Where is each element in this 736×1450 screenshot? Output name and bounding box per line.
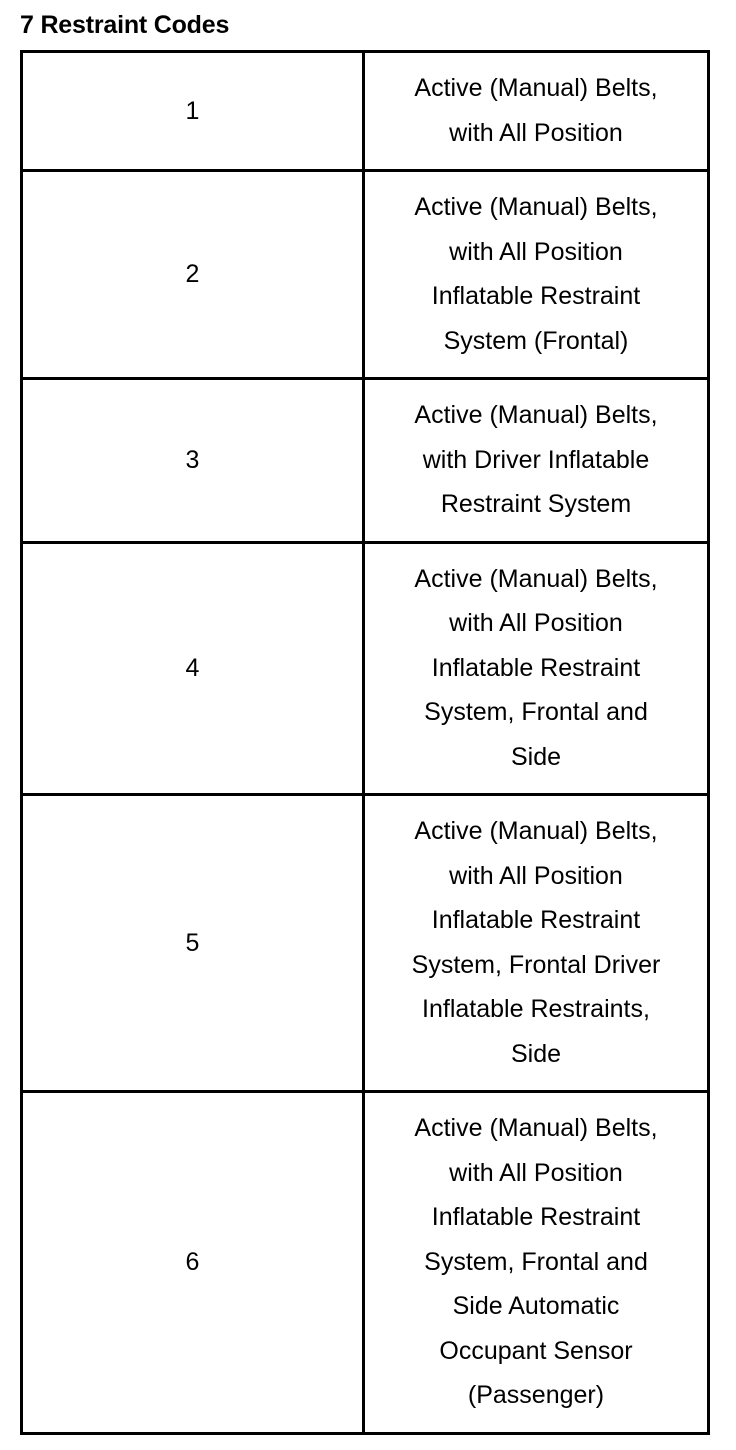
description-line: (Passenger) <box>467 1381 605 1409</box>
description-line: System (Frontal) <box>443 326 629 355</box>
description-line: Side <box>510 742 562 771</box>
restraint-codes-table <box>20 50 710 1435</box>
description-line: Active (Manual) Belts, <box>414 401 658 429</box>
restraint-description <box>391 796 681 1090</box>
description-line: with Driver Inflatable <box>422 445 650 474</box>
restraint-description <box>391 544 681 794</box>
code-cell <box>22 1092 364 1434</box>
description-cell <box>364 52 709 171</box>
table-row <box>22 1092 709 1434</box>
description-cell <box>364 795 709 1092</box>
description-line: Side <box>510 1039 562 1068</box>
description-line: Active (Manual) Belts, <box>414 1114 658 1142</box>
description-line: System, Frontal and <box>424 698 648 726</box>
restraint-description <box>391 380 681 541</box>
description-line: System, Frontal Driver <box>411 950 661 979</box>
description-cell <box>364 379 709 543</box>
description-line: Active (Manual) Belts, <box>414 193 658 221</box>
description-line: with All Position <box>449 861 623 890</box>
description-line: Occupant Sensor <box>439 1336 633 1365</box>
description-line: Inflatable Restraint <box>431 653 641 682</box>
restraint-code: 4 <box>185 654 200 682</box>
description-cell <box>364 1092 709 1434</box>
table-row <box>22 171 709 379</box>
restraint-description <box>391 172 681 377</box>
code-cell <box>22 171 364 379</box>
description-line: Side Automatic <box>452 1292 620 1320</box>
description-line: with All Position <box>449 118 623 147</box>
description-line: Inflatable Restraint <box>431 906 641 934</box>
description-cell <box>364 171 709 379</box>
description-line: Active (Manual) Belts, <box>414 564 658 593</box>
description-line: Inflatable Restraint <box>431 282 641 310</box>
table-row <box>22 542 709 795</box>
restraint-code: 1 <box>185 96 200 125</box>
table-row <box>22 379 709 543</box>
code-cell <box>22 52 364 171</box>
table-row <box>22 795 709 1092</box>
page-title: 7 Restraint Codes <box>20 11 230 39</box>
description-line: Inflatable Restraints, <box>422 995 650 1023</box>
restraint-code: 2 <box>185 260 200 289</box>
code-cell <box>22 379 364 543</box>
description-line: Active (Manual) Belts, <box>414 74 658 102</box>
restraint-code: 6 <box>185 1248 200 1276</box>
restraint-description <box>391 53 681 169</box>
description-line: with All Position <box>449 1158 623 1187</box>
restraint-description <box>391 1093 681 1432</box>
code-cell <box>22 542 364 795</box>
description-cell <box>364 542 709 795</box>
code-cell <box>22 795 364 1092</box>
description-line: with All Position <box>449 609 623 637</box>
table-row <box>22 52 709 171</box>
description-line: Restraint System <box>440 490 632 518</box>
description-line: Inflatable Restraint <box>431 1203 641 1231</box>
description-line: Active (Manual) Belts, <box>414 817 658 845</box>
description-line: with All Position <box>449 237 623 266</box>
restraint-code: 5 <box>185 928 200 957</box>
restraint-code: 3 <box>185 446 200 474</box>
description-line: System, Frontal and <box>424 1247 648 1276</box>
